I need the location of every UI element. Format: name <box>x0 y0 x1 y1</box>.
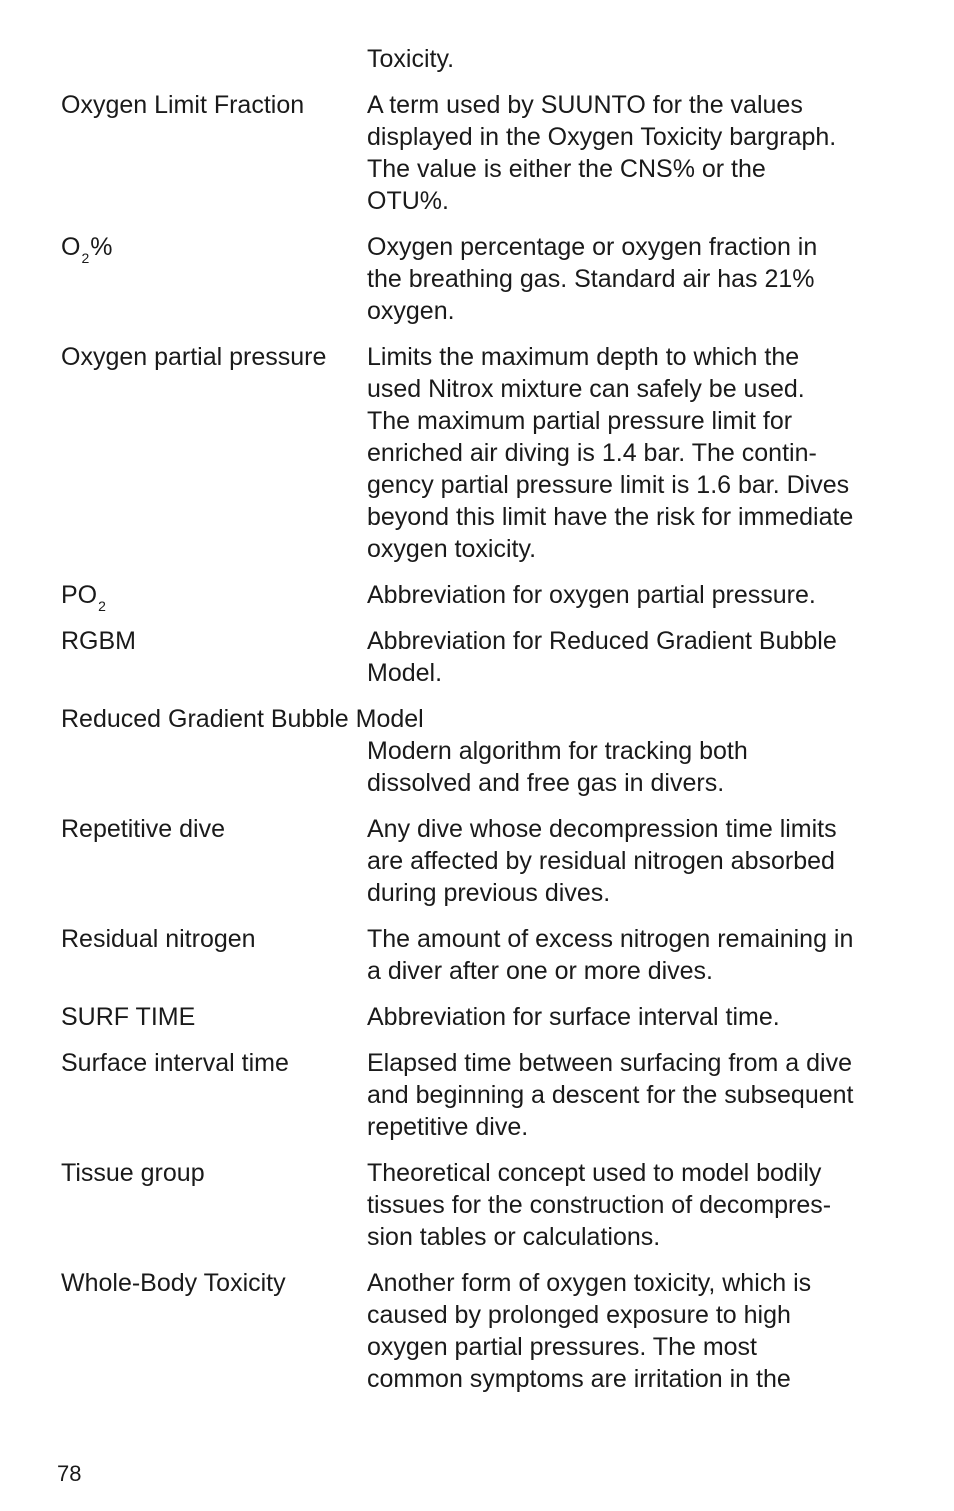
definition: A term used by SUUNTO for the values displayed in the Oxygen Toxicity bargraph. The value is either the CNS% or the OTU%. <box>367 91 837 215</box>
term: RGBM <box>61 627 136 655</box>
term: Oxygen partial pressure <box>61 343 327 371</box>
definition: Abbreviation for Reduced Gradient Bubble Model. <box>367 627 837 687</box>
glossary-entry-surf-time <box>61 1001 911 1033</box>
glossary-entry-whole-body-toxicity <box>61 1267 911 1395</box>
glossary-entry-reduced-gradient-bubble-model <box>61 703 911 799</box>
definition: The amount of excess nitrogen remaining in a diver after one or more dives. <box>367 925 854 985</box>
glossary-entry-continuation <box>61 43 911 75</box>
definition: Modern algorithm for tracking both dissolved and free gas in divers. <box>367 737 748 797</box>
glossary-entry-residual-nitrogen <box>61 923 911 987</box>
term-subscript: 2 <box>81 250 90 266</box>
term: Surface interval time <box>61 1049 289 1077</box>
glossary-entry-po2 <box>61 579 911 614</box>
definition: Elapsed time between surfacing from a dive and beginning a descent for the subsequent repetitive dive. <box>367 1049 854 1141</box>
glossary-entry-oxygen-limit-fraction <box>61 89 911 217</box>
term-main: O <box>61 233 81 261</box>
glossary-entry-oxygen-partial-pressure <box>61 341 911 565</box>
term: Repetitive dive <box>61 815 225 843</box>
glossary-entry-o2-percent <box>61 231 911 327</box>
page-number: 78 <box>57 1461 82 1486</box>
glossary-entry-rgbm <box>61 625 911 689</box>
definition: Oxygen percentage or oxygen fraction in the breathing gas. Standard air has 21% oxygen. <box>367 233 818 325</box>
definition: Theoretical concept used to model bodily tissues for the construction of decompres- sion tables or calculations. <box>367 1159 832 1251</box>
term: Whole-Body Toxicity <box>61 1269 286 1297</box>
term-tail: % <box>90 233 113 261</box>
definition: Toxicity. <box>367 45 455 73</box>
term <box>61 579 107 614</box>
term-subscript: 2 <box>98 598 106 614</box>
term <box>61 231 113 266</box>
term: SURF TIME <box>61 1003 196 1031</box>
term: Residual nitrogen <box>61 925 256 953</box>
definition: Any dive whose decompression time limits are affected by residual nitrogen absorbed during previous dives. <box>367 815 837 907</box>
definition: Limits the maximum depth to which the used Nitrox mixture can safely be used. The maximum partial pressure limit for enriched air diving is 1.4 bar. The contin- gency partial pressure limit is 1.6 bar. Dives beyond this limit have the risk for immediate oxygen toxicity. <box>367 343 854 563</box>
glossary-entry-surface-interval-time <box>61 1047 911 1143</box>
definition: Another form of oxygen toxicity, which is caused by prolonged exposure to high oxygen partial pressures. The most common symptoms are irritation in the <box>367 1269 812 1393</box>
glossary-list <box>61 43 911 1409</box>
term: Oxygen Limit Fraction <box>61 91 305 119</box>
term-main: PO <box>61 581 98 609</box>
term: Reduced Gradient Bubble Model <box>61 705 424 733</box>
glossary-entry-tissue-group <box>61 1157 911 1253</box>
glossary-entry-repetitive-dive <box>61 813 911 909</box>
definition: Abbreviation for surface interval time. <box>367 1003 780 1031</box>
term: Tissue group <box>61 1159 205 1187</box>
definition: Abbreviation for oxygen partial pressure. <box>367 581 816 609</box>
